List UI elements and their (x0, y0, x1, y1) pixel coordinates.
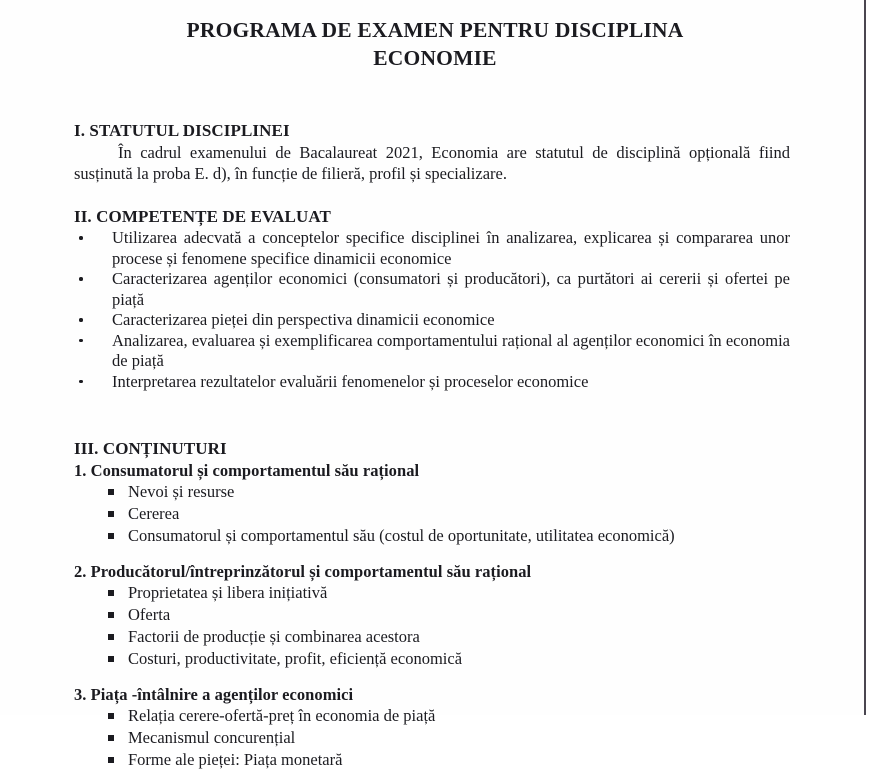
spacer-between-subsections-2-3 (74, 670, 790, 684)
bullet-square-icon (108, 735, 114, 741)
bullet-square-icon (108, 656, 114, 662)
list-item-label: Oferta (128, 605, 171, 624)
list-item (74, 481, 790, 503)
subsection-title: 3. Piața -întâlnire a agenților economici (74, 685, 354, 704)
spacer-after-section-2 (74, 392, 790, 438)
list-item-label: Forme ale pieței: Piața monetară (128, 750, 343, 769)
bullet-dot-icon (79, 318, 83, 322)
bullet-square-icon (108, 590, 114, 596)
page-title-line-1: PROGRAMA DE EXAMEN PENTRU DISCIPLINA (186, 18, 684, 42)
list-item (74, 503, 790, 525)
list-item-label: Interpretarea rezultatelor evaluării fenomenelor și proceselor economice (112, 371, 589, 391)
list-item (74, 582, 790, 604)
section-statutul-disciplinei (74, 120, 790, 184)
list-item (74, 604, 790, 626)
list-item (74, 626, 790, 648)
spacer-between-subsections-1-2 (74, 547, 790, 561)
list-item-label: Analizarea, evaluarea și exemplificarea comportamentului rațional al agenților economici în economia de piață (112, 330, 790, 370)
bullet-dot-icon (79, 380, 83, 384)
list-item-label: Relația cerere-ofertă-preț în economia de piață (128, 706, 436, 725)
bullet-square-icon (108, 757, 114, 763)
list-item (74, 749, 790, 771)
statut-paragraph: În cadrul examenului de Bacalaureat 2021, Economia are statutul de disciplină opțională fiind susținută la proba E. d), în funcție de filieră, profil și specializare. (74, 143, 790, 183)
page-outer-margin (866, 0, 870, 715)
subsection-items-list (74, 582, 790, 670)
list-item (74, 648, 790, 670)
list-item-label: Cererea (128, 504, 180, 523)
list-item-label: Caracterizarea pieței din perspectiva dinamicii economice (112, 310, 495, 329)
section-heading-continuturi: III. CONȚINUTURI (74, 439, 227, 458)
list-item-label: Caracterizarea agenților economici (consumatori și producători), ca purtători ai cererii și ofertei pe piață (112, 269, 790, 309)
subsection-piata (74, 684, 790, 771)
competente-list (74, 228, 790, 392)
list-item-label: Nevoi și resurse (128, 482, 235, 501)
list-item (74, 269, 790, 310)
subsection-items-list (74, 481, 790, 547)
list-item-label: Factorii de producție și combinarea acestora (128, 627, 420, 646)
subsection-consumatorul (74, 460, 790, 547)
list-item (74, 331, 790, 372)
list-item (74, 228, 790, 269)
list-item (74, 727, 790, 749)
subsection-title: 2. Producătorul/întreprinzătorul și comportamentul său rațional (74, 562, 532, 581)
bullet-square-icon (108, 511, 114, 517)
document-body (74, 120, 790, 771)
bullet-square-icon (108, 713, 114, 719)
page-title (0, 0, 870, 72)
list-item-label: Mecanismul concurențial (128, 728, 296, 747)
list-item-label: Costuri, productivitate, profit, eficiență economică (128, 649, 463, 668)
section-heading-statut: I. STATUTUL DISCIPLINEI (74, 121, 290, 140)
bullet-dot-icon (79, 236, 83, 240)
bullet-square-icon (108, 634, 114, 640)
page-title-line-2: ECONOMIE (373, 46, 497, 70)
bullet-square-icon (108, 612, 114, 618)
bullet-square-icon (108, 533, 114, 539)
subsection-producatorul (74, 561, 790, 670)
section-heading-competente: II. COMPETENȚE DE EVALUAT (74, 207, 331, 226)
list-item (74, 310, 790, 331)
bullet-square-icon (108, 489, 114, 495)
spacer-after-section-1 (74, 184, 790, 206)
list-item (74, 705, 790, 727)
list-item-label: Consumatorul și comportamentul său (costul de oportunitate, utilitatea economică) (128, 526, 675, 545)
list-item (74, 372, 790, 393)
section-competente-de-evaluat (74, 206, 790, 392)
bullet-dot-icon (79, 277, 83, 281)
subsection-title: 1. Consumatorul și comportamentul său rațional (74, 461, 420, 480)
list-item-label: Utilizarea adecvată a conceptelor specifice disciplinei în analizarea, explicarea și compararea unor procese și fenomene specifice dinamicii economice (112, 228, 790, 268)
section-continuturi (74, 438, 790, 771)
list-item-label: Proprietatea și libera inițiativă (128, 583, 328, 602)
list-item (74, 525, 790, 547)
bullet-dot-icon (79, 339, 83, 343)
